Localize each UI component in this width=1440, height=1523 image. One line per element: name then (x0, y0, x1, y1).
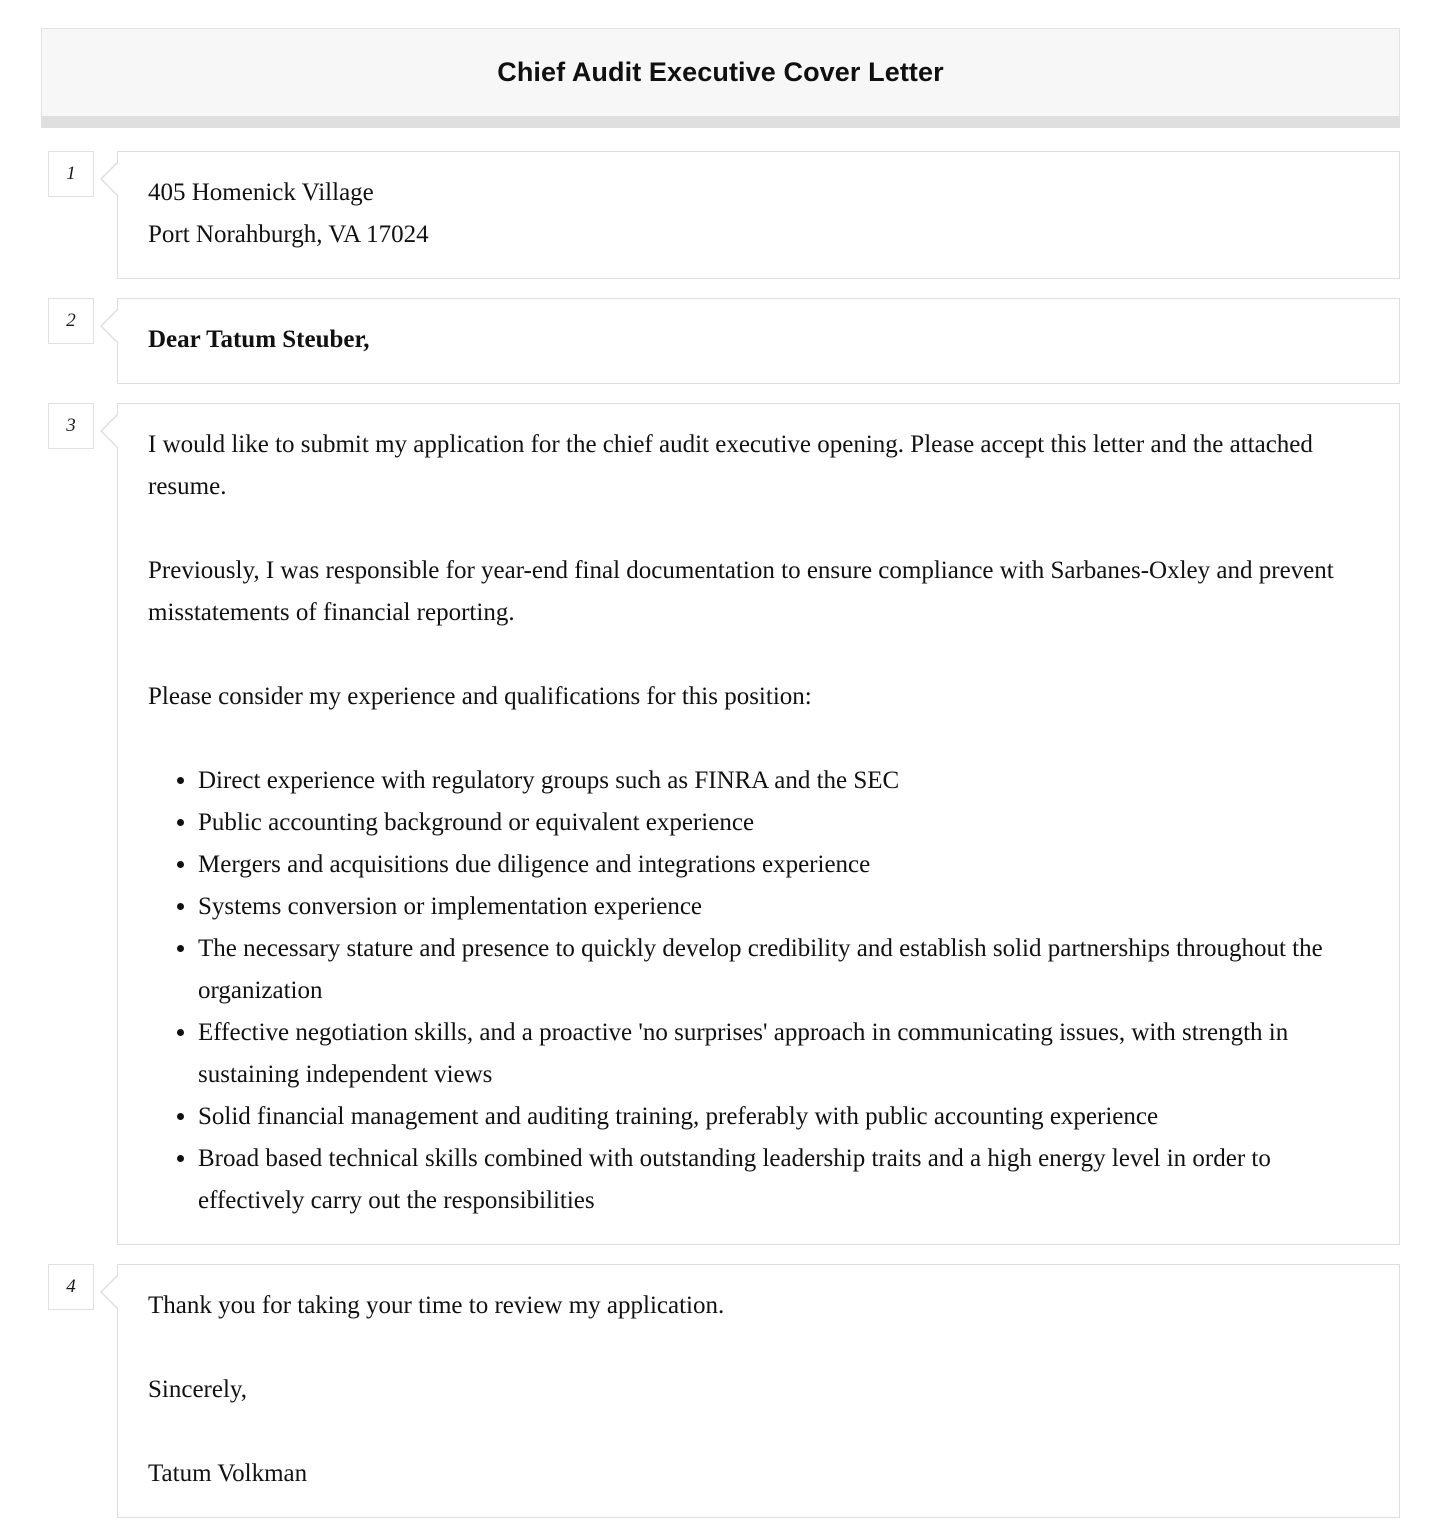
body-paragraph-1: I would like to submit my application for the chief audit executive opening. Please accept this letter and the attached resume. (148, 431, 1313, 500)
section-closing (48, 1264, 1400, 1518)
section-content-address (117, 151, 1400, 279)
section-content-body (117, 403, 1400, 1245)
signature-name: Tatum Volkman (148, 1460, 308, 1487)
bubble-tail-fill-icon (102, 413, 120, 449)
section-number-badge-3: 3 (48, 403, 94, 449)
body-copy (148, 424, 1375, 1222)
body-paragraph-3: Please consider my experience and qualifications for this position: (148, 683, 812, 710)
list-item: • Mergers and acquisitions due diligence and integrations experience (198, 844, 1375, 886)
header-box (41, 28, 1400, 116)
section-number-badge-4: 4 (48, 1264, 94, 1310)
section-content-closing (117, 1264, 1400, 1518)
qualifications-list (148, 760, 1375, 1222)
section-body (48, 403, 1400, 1245)
page-title: Chief Audit Executive Cover Letter (497, 57, 944, 87)
salutation-text: Dear Tatum Steuber, (148, 326, 370, 353)
thank-you-line: Thank you for taking your time to review my application. (148, 1292, 725, 1319)
section-address (48, 151, 1400, 279)
letter-sections (48, 151, 1400, 1518)
address-block (148, 172, 1375, 256)
list-item: • Effective negotiation skills, and a proactive 'no surprises' approach in communicating issues, with strength in sustaining independent views (198, 1012, 1375, 1096)
section-content-salutation (117, 298, 1400, 384)
body-paragraph-2: Previously, I was responsible for year-end final documentation to ensure compliance with Sarbanes-Oxley and prevent misstatements of financial reporting. (148, 557, 1334, 626)
section-number-badge-1: 1 (48, 151, 94, 197)
list-item: • Broad based technical skills combined with outstanding leadership traits and a high energy level in order to effectively carry out the responsibilities (198, 1138, 1375, 1222)
list-item: • The necessary stature and presence to quickly develop credibility and establish solid partnerships throughout the organization (198, 928, 1375, 1012)
header-accent-strip (41, 116, 1400, 128)
list-item: • Solid financial management and auditing training, preferably with public accounting experience (198, 1096, 1375, 1138)
list-item: • Systems conversion or implementation experience (198, 886, 1375, 928)
address-line-1: 405 Homenick Village (148, 179, 374, 206)
closing-copy (148, 1285, 1375, 1495)
list-item: • Direct experience with regulatory groups such as FINRA and the SEC (198, 760, 1375, 802)
section-salutation (48, 298, 1400, 384)
section-number-badge-2: 2 (48, 298, 94, 344)
list-item: • Public accounting background or equivalent experience (198, 802, 1375, 844)
bubble-tail-fill-icon (102, 308, 120, 344)
address-line-2: Port Norahburgh, VA 17024 (148, 221, 429, 248)
sign-off-line: Sincerely, (148, 1376, 248, 1403)
cover-letter-page (0, 28, 1440, 1523)
bubble-tail-fill-icon (102, 161, 120, 197)
document-header (41, 28, 1400, 128)
bubble-tail-fill-icon (102, 1274, 120, 1310)
